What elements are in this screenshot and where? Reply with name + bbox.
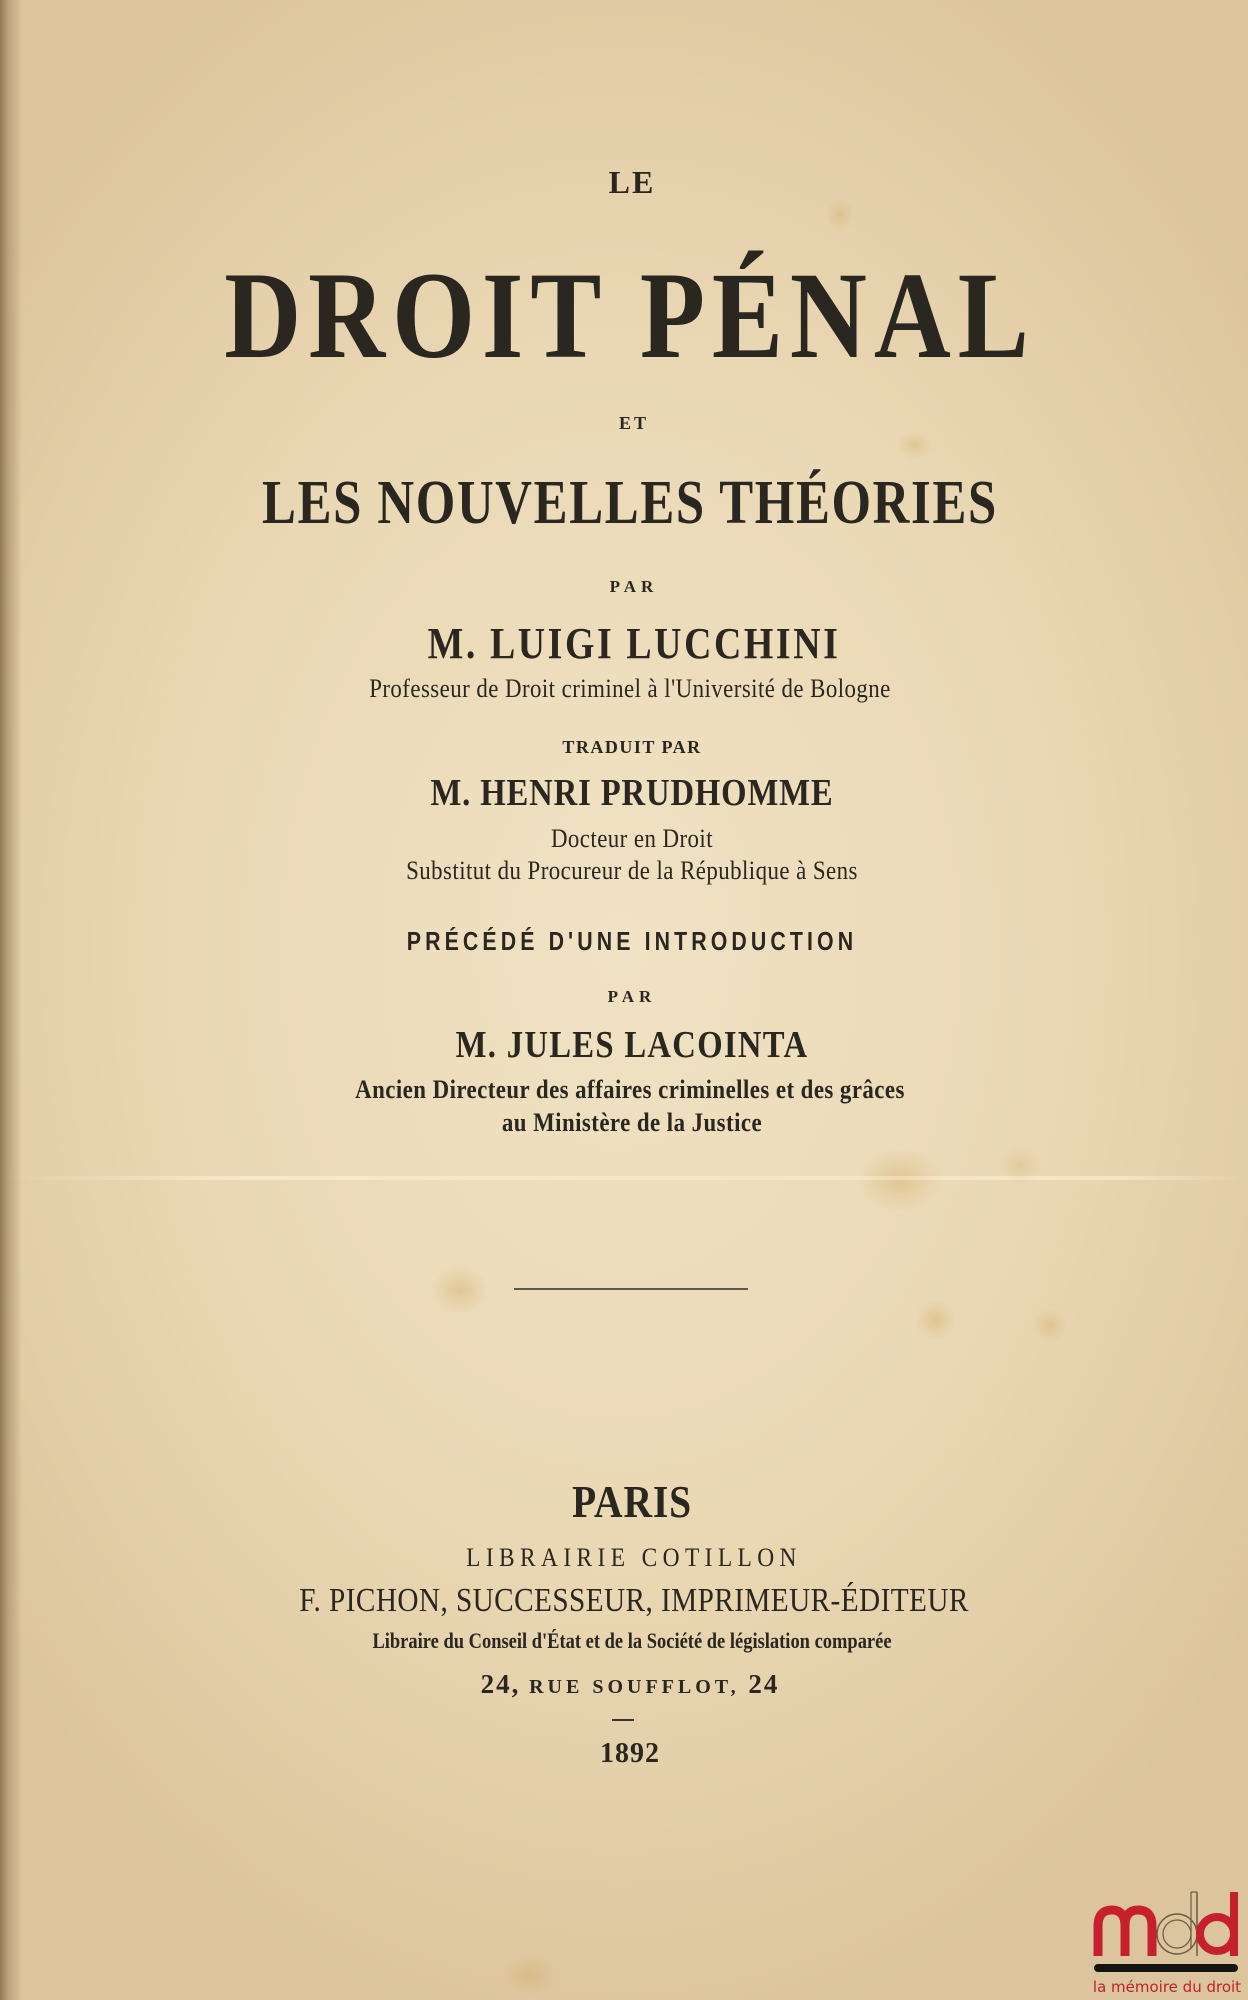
- mdd-watermark: [1086, 1888, 1246, 2000]
- watermark-bar: [1094, 1964, 1238, 1972]
- address-street: RUE SOUFFLOT,: [529, 1676, 740, 1698]
- by-label: PAR: [609, 577, 659, 596]
- author-role: Professeur de Droit criminel à l'Université de Bologne: [369, 674, 891, 703]
- translator-role-line-1: Docteur en Droit: [550, 824, 714, 853]
- introduction-label: PRÉCÉDÉ D'UNE INTRODUCTION: [406, 926, 858, 956]
- imprint-bookshop: LIBRAIRIE COTILLON: [466, 1543, 802, 1572]
- imprint-publisher: F. PICHON, SUCCESSEUR, IMPRIMEUR-ÉDITEUR: [299, 1582, 969, 1619]
- introduction-author-role-line-2: au Ministère de la Justice: [501, 1108, 763, 1137]
- author-name: M. LUIGI LUCCHINI: [427, 619, 841, 668]
- watermark-tagline: la mémoire du droit: [1092, 1978, 1242, 1996]
- by-label-2: PAR: [607, 987, 657, 1006]
- translator-name: M. HENRI PRUDHOMME: [430, 772, 834, 814]
- year-divider-rule: [612, 1719, 634, 1721]
- section-divider-rule: [514, 1288, 748, 1290]
- mdd-logo-icon: [1092, 1888, 1242, 1960]
- imprint-publisher-note: Libraire du Conseil d'État et de la Société de législation comparée: [372, 1628, 892, 1653]
- imprint-city: PARIS: [571, 1476, 693, 1527]
- address-number-right: 24: [748, 1669, 780, 1699]
- translator-role-line-2: Substitut du Procureur de la République à Sens: [406, 856, 858, 885]
- subtitle: LES NOUVELLES THÉORIES: [262, 469, 998, 537]
- address-number-left: 24,: [480, 1669, 521, 1699]
- title-article: LE: [608, 164, 656, 200]
- introduction-author-name: M. JULES LACOINTA: [455, 1024, 809, 1066]
- introduction-author-role-line-1: Ancien Directeur des affaires criminelles et des grâces: [355, 1075, 905, 1104]
- imprint-address: [6, 1671, 1248, 1698]
- title-conjunction: ET: [618, 413, 649, 433]
- translated-by-label: TRADUIT PAR: [562, 737, 702, 757]
- main-title: DROIT PÉNAL: [224, 247, 1036, 384]
- publication-year: 1892: [600, 1738, 660, 1769]
